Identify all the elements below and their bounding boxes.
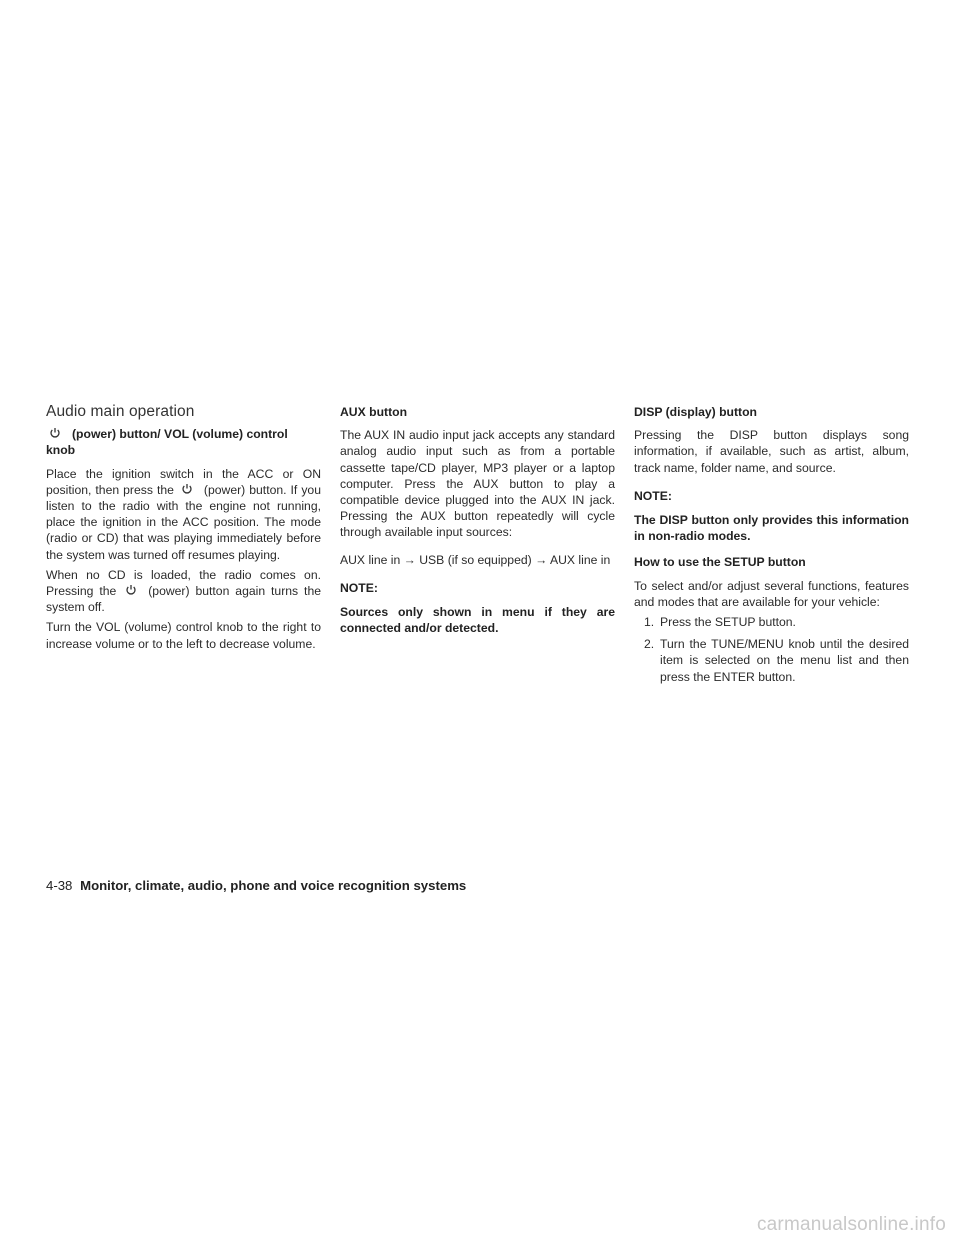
page-number: 4-38 — [46, 878, 73, 893]
step-text: Turn the TUNE/MENU knob until the desired item is selected on the menu list and then press the ENTER button. — [660, 637, 909, 684]
watermark-link[interactable]: carmanualsonline.info — [756, 1214, 946, 1235]
power-icon — [180, 483, 194, 495]
aux-heading: AUX button — [340, 405, 408, 419]
note-text: Sources only shown in menu if they are connected and/or detected. — [340, 605, 615, 636]
step-number: 1. — [644, 615, 655, 630]
list-item — [634, 614, 909, 630]
step-number: 2. — [644, 637, 655, 652]
setup-heading: How to use the SETUP button — [634, 555, 806, 570]
power-heading-text-cont: knob — [46, 443, 76, 458]
aux-cycle-text: AUX line in → USB (if so equipped) → AUX line in — [340, 552, 611, 567]
chapter-title: Monitor, climate, audio, phone and voice recognition systems — [80, 878, 467, 893]
section-title: Audio main operation — [46, 403, 195, 420]
ignition-text-a: Place the ignition switch in the ACC or ON position, then press the — [46, 466, 321, 497]
column-disp-button — [634, 400, 909, 691]
page-footer — [46, 878, 466, 893]
power-icon — [124, 584, 138, 596]
no-cd-text-a: When no CD is loaded, the radio comes on. Pressing the — [46, 567, 321, 599]
ignition-paragraph — [46, 466, 321, 563]
no-cd-text-b: (power) button again turns the system off. — [46, 584, 321, 615]
power-vol-heading — [46, 426, 321, 458]
step-text: Press the SETUP button. — [660, 615, 796, 630]
aux-paragraph: The AUX IN audio input jack accepts any standard analog audio input such as from a portable cassette tape/CD player, MP3 player or a laptop computer. Press the AUX button to play a compatible device plugged into the AUX IN jack. Pressing the AUX button repeatedly will cycle through available input sources: — [340, 428, 615, 540]
list-item — [634, 636, 909, 685]
note-label: NOTE: — [340, 580, 378, 595]
disp-paragraph: Pressing the DISP button displays song information, if available, such as artist, album, track name, folder name, and source. — [634, 428, 909, 475]
setup-steps-list — [634, 614, 909, 685]
note-label: NOTE: — [634, 488, 672, 503]
power-heading-text: (power) button/ VOL (volume) control — [72, 427, 288, 442]
note-text: The DISP button only provides this information in non-radio modes. — [634, 513, 909, 544]
setup-paragraph: To select and/or adjust several functions, features and modes that are available for your vehicle: — [634, 578, 909, 609]
ignition-text-b: (power) button. If you listen to the radio with the engine not running, place the ignition in the ACC position. The mode (radio or CD) that was playing immediately before the system was turned off resumes playing. — [46, 482, 321, 562]
volume-paragraph: Turn the VOL (volume) control knob to the right to increase volume or to the left to decrease volume. — [46, 620, 321, 651]
no-cd-paragraph — [46, 567, 321, 616]
power-icon — [48, 427, 62, 439]
disp-heading: DISP (display) button — [634, 405, 758, 419]
column-aux-button — [340, 400, 615, 646]
column-audio-main-operation — [46, 400, 321, 656]
